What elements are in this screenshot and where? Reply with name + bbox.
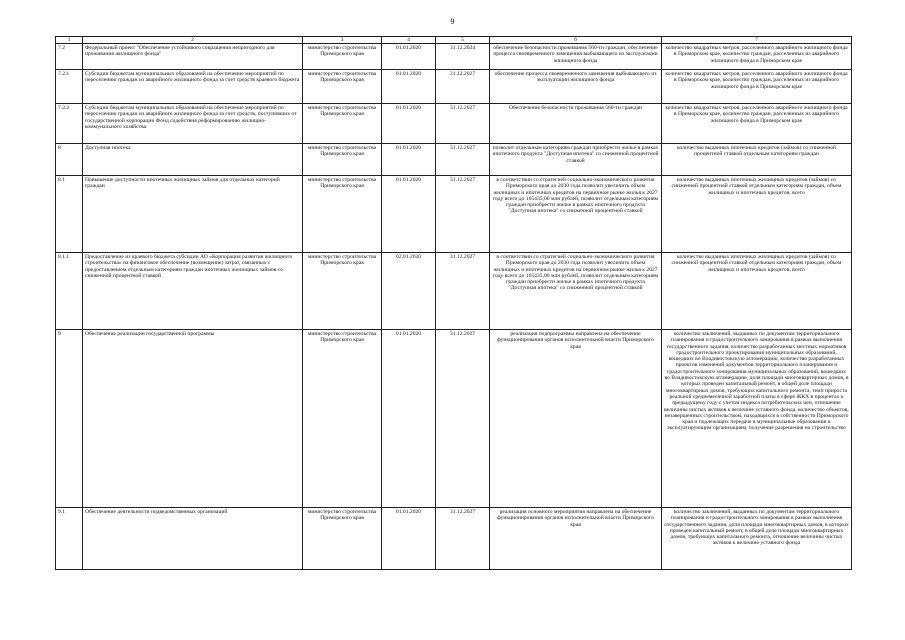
end-date-cell: 31.12.2027 [436,508,490,570]
start-date-cell: 01.01.2020 [382,330,436,508]
expected-result-cell: реализация основного мероприятия направлена на обеспечение функционирования органов исполнительной власти Приморского края [490,508,662,570]
column-number: 1 [56,37,83,44]
item-name-cell: Субсидии бюджетам муниципальных образований на обеспечение мероприятий по переселению граждан из аварийного жилищного фонда за счет средств краевого бюджета [83,70,303,104]
executor-cell: министерство строительства Приморского края [303,508,382,570]
table-row [56,176,852,253]
table-row [56,330,852,508]
indicator-cell: количество выданных ипотечных кредитов (займов) со сниженной процентной ставкой отдельным категориям граждан [662,144,852,176]
start-date-cell: 01.01.2020 [382,144,436,176]
column-number-row [56,37,852,44]
table-row [56,70,852,104]
indicator-cell: количество выданных ипотечных жилищных кредитов (займов) со сниженной процентной ставкой отдельным категориям граждан, объем жилищных и ипотечных кредитов, всего [662,176,852,253]
expected-result-cell: реализация подпрограммы направлена на обеспечение функционирования органов исполнительной власти Приморского края [490,330,662,508]
executor-cell: министерство строительства Приморского края [303,330,382,508]
table-row [56,144,852,176]
executor-cell: министерство строительства Приморского края [303,176,382,253]
table-row [56,508,852,570]
column-number: 6 [490,37,662,44]
indicator-cell: количество выданных ипотечных жилищных кредитов (займов) со сниженной процентной ставкой отдельным категориям граждан, объем жилищных и ипотечных кредитов, всего [662,253,852,330]
end-date-cell: 31.12.2027 [436,104,490,144]
end-date-cell: 31.12.2027 [436,70,490,104]
column-number: 3 [303,37,382,44]
table-row [56,253,852,330]
column-number: 5 [436,37,490,44]
end-date-cell: 31.12.2027 [436,330,490,508]
expected-result-cell: в соответствии со стратегией социально-экономического развития Приморского края до 2030 года позволит увеличить объем жилищных и ипотечных кредитов на первичном рынке жилья к 2027 году всего до 165435,00 млн рублей, позволит отдельным категориям граждан приобрести жилье в рамках ипотечного продукта "Доступная ипотека" со сниженной процентной ставкой [490,253,662,330]
executor-cell: министерство строительства Приморского края [303,144,382,176]
end-date-cell: 31.12.2027 [436,144,490,176]
column-number: 4 [382,37,436,44]
item-number-cell: 8.1 [56,176,83,253]
expected-result-cell: позволит отдельным категориям граждан приобрести жилье в рамках ипотечного продукта "Доступная ипотека" со сниженной процентной ставкой [490,144,662,176]
end-date-cell: 31.12.2027 [436,176,490,253]
end-date-cell: 31.12.2024 [436,44,490,70]
executor-cell: министерство строительства Приморского края [303,44,382,70]
expected-result-cell: в соответствии со стратегией социально-экономического развития Приморского края до 2030 года позволит увеличить объем жилищных и ипотечных кредитов на первичном рынке жилья к 2027 году всего до 165435,00 млн рублей, позволит отдельным категориям граждан приобрести жилье в рамках ипотечного продукта "Доступная ипотека" со сниженной процентной ставкой [490,176,662,253]
indicator-cell: количество заключений, выданных по документам территориального планирования и градостроительного зонирования в рамках выполнения государственного задания, количество разработанных местных нормативов градостроительного проектирования муниципальных образований, вошедших во Владивостокскую агломерацию, количество разработанных проектов изменений документов территориального планирования и градостроительного зонирования муниципальных образований, вошедших во Владивостокскую агломерацию, доля площади многоквартирных домов, в которых проведен капитальный ремонт, в общей доле площади многоквартирных домов, требующих капитального ремонта, темп прироста реальной среднемесячной заработной платы в сфере ЖКХ в процентах к предыдущему году с учетом индекса потребительских цен, отношение величины чистых активов к величине уставного фонда, количество объектов, незавершенных строительством, находящихся в собственности Приморского края и подлежащих передаче в муниципальные образования и эксплуатирующим организациям, получение разрешения на строительство [662,330,852,508]
item-number-cell: 7.2 [56,44,83,70]
start-date-cell: 01.01.2020 [382,176,436,253]
item-name-cell: Обеспечение реализации государственной программы [83,330,303,508]
executor-cell: министерство строительства Приморского края [303,104,382,144]
item-number-cell: 9 [56,330,83,508]
indicator-cell: количество квадратных метров, расселенного аварийного жилищного фонда в Приморском крае, количество граждан, расселенных из аварийного жилищного фонда в Приморском крае [662,104,852,144]
item-number-cell: 8 [56,144,83,176]
expected-result-cell: Обеспечение безопасности проживания 560-ти граждан [490,104,662,144]
executor-cell: министерство строительства Приморского края [303,70,382,104]
start-date-cell: 01.01.2020 [382,104,436,144]
item-number-cell: 9.1 [56,508,83,570]
item-name-cell: Обеспечение деятельности подведомственных организаций [83,508,303,570]
expected-result-cell: обеспечение безопасности проживания 560-ти граждан, обеспечение процесса своевременного замещения выбывающего из эксплуатации жилищного фонда [490,44,662,70]
column-number: 2 [83,37,303,44]
expected-result-cell: обеспечение процесса своевременного замещения выбывающего из эксплуатации жилищного фонда [490,70,662,104]
item-name-cell: Доступная ипотека [83,144,303,176]
column-number: 7 [662,37,852,44]
item-name-cell: Федеральный проект "Обеспечение устойчивого сокращения непригодного для проживания жилищного фонда" [83,44,303,70]
start-date-cell: 01.01.2020 [382,508,436,570]
item-number-cell: 8.1.1 [56,253,83,330]
indicator-cell: количество квадратных метров, расселенного аварийного жилищного фонда в Приморском крае, количество граждан, расселенных из аварийного жилищного фонда в Приморском крае [662,44,852,70]
item-name-cell: Субсидии бюджетам муниципальных образований на обеспечение мероприятий по переселению граждан из аварийного жилищного фонда за счет средств, поступивших от государственной корпорации Фонд содействия реформированию жилищно-коммунального хозяйства [83,104,303,144]
end-date-cell: 31.12.2027 [436,253,490,330]
table-row [56,104,852,144]
item-number-cell: 7.2.1 [56,70,83,104]
start-date-cell: 02.01.2020 [382,253,436,330]
indicator-cell: количество заключений, выданных по документам территориального планирования и градостроительного зонирования в рамках выполнения государственного задания, доля площади многоквартирных домов, в которых проведен капитальный ремонт, в общей доле площади многоквартирных домов, требующих капитального ремонта, отношение величины чистых активов к величине уставного фонда [662,508,852,570]
indicator-cell: количество квадратных метров, расселенного аварийного жилищного фонда в Приморском крае, количество граждан, расселенных из аварийного жилищного фонда в Приморском крае [662,70,852,104]
page-number: 9 [450,17,455,26]
item-name-cell: Предоставление из краевого бюджета субсидии АО «Корпорация развития жилищного строительства» на финансовое обеспечение (возмещение) затрат, связанных с предоставлением отдельным категориям граждан ипотечных жилищных займов со сниженной процентной ставкой [83,253,303,330]
start-date-cell: 01.01.2020 [382,70,436,104]
program-table [55,36,852,570]
item-name-cell: Повышение доступности ипотечных жилищных займов для отдельных категорий граждан [83,176,303,253]
executor-cell: министерство строительства Приморского края [303,253,382,330]
table-row [56,44,852,70]
item-number-cell: 7.2.2 [56,104,83,144]
start-date-cell: 01.01.2020 [382,44,436,70]
